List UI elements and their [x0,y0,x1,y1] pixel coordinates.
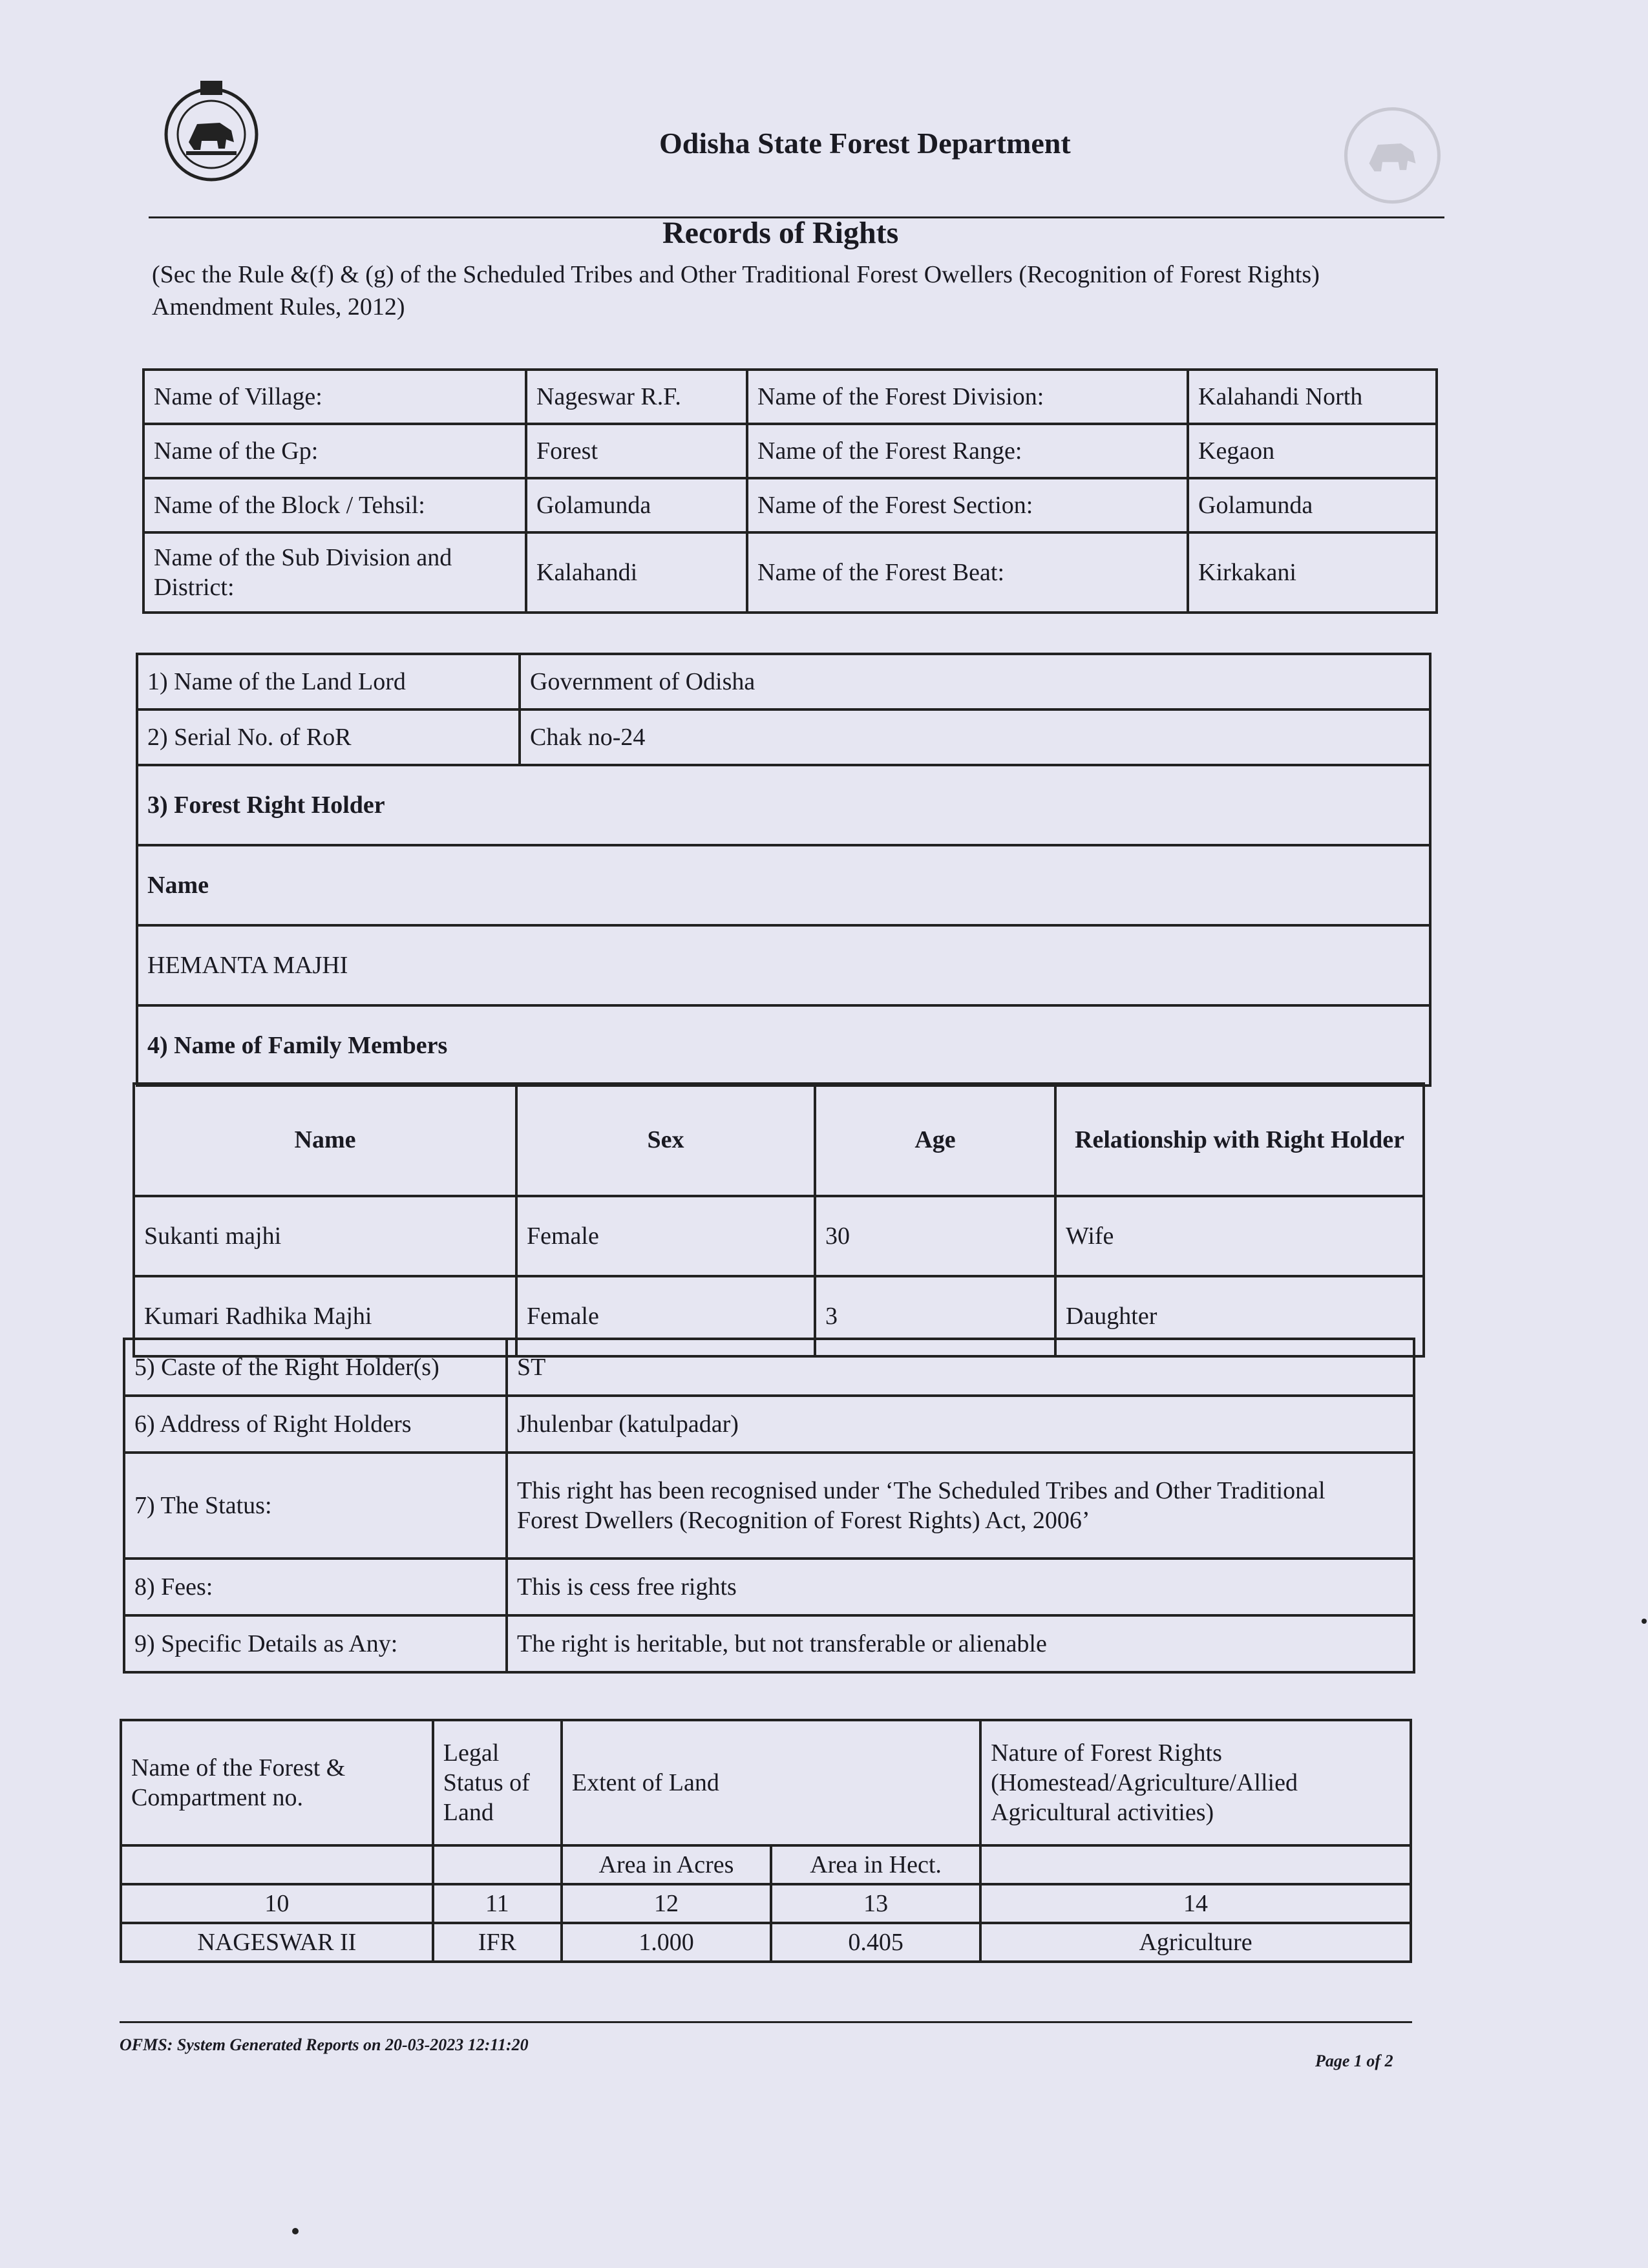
table-row [143,532,1437,613]
land-lord-value: Government of Odisha [520,654,1430,709]
member-relation: Wife [1055,1196,1424,1276]
specific-label: 9) Specific Details as Any: [124,1615,507,1672]
blank-cell [980,1845,1411,1884]
village-value: Nageswar R.F. [526,370,747,424]
member-name: Kumari Radhika Majhi [134,1276,516,1356]
status-label: 7) The Status: [124,1453,507,1559]
fees-value: This is cess free rights [507,1559,1414,1615]
fees-label: 8) Fees: [124,1559,507,1615]
table-row [124,1396,1414,1453]
serial-value: Chak no-24 [520,709,1430,765]
forest-beat-label: Name of the Forest Beat: [747,532,1188,613]
column-number-row [121,1884,1411,1923]
caste-label: 5) Caste of the Right Holder(s) [124,1339,507,1396]
acres-value: 1.000 [562,1923,771,1962]
nature-value: Agriculture [980,1923,1411,1962]
serial-label: 2) Serial No. of RoR [137,709,520,765]
col-name-header: Name [134,1084,516,1196]
blank-cell [433,1845,562,1884]
status-line-1: This right has been recognised under ‘The Scheduled Tribes and Other Traditional [517,1477,1326,1504]
name-heading: Name [137,845,1430,925]
status-value [507,1453,1414,1559]
table-row [137,654,1430,709]
table-row [137,709,1430,765]
odisha-emblem-icon [162,78,262,191]
member-relation: Daughter [1055,1276,1424,1356]
forest-division-label: Name of the Forest Division: [747,370,1188,424]
address-value: Jhulenbar (katulpadar) [507,1396,1414,1453]
rule-reference: (Sec the Rule &(f) & (g) of the Scheduled Tribes and Other Traditional Forest Owellers (Recognition of Forest Rights) Amendment Rules, 2012) [152,261,1320,320]
subdivision-value: Kalahandi [526,532,747,613]
forest-compartment-header: Name of the Forest & Compartment no. [121,1720,433,1845]
table-row [137,925,1430,1005]
subdivision-label: Name of the Sub Division and District: [143,532,526,613]
legal-status-header: Legal Status of Land [433,1720,562,1845]
nature-header: Nature of Forest Rights (Homestead/Agriculture/Allied Agricultural activities) [980,1720,1411,1845]
table-row [137,845,1430,925]
generated-timestamp: OFMS: System Generated Reports on 20-03-2023 12:11:20 [120,2035,529,2054]
department-title: Odisha State Forest Department [659,127,1071,160]
block-label: Name of the Block / Tehsil: [143,478,526,532]
table-header-row [121,1720,1411,1845]
gp-label: Name of the Gp: [143,424,526,478]
col-sex-header: Sex [516,1084,815,1196]
member-sex: Female [516,1196,815,1276]
table-row [143,478,1437,532]
village-label: Name of Village: [143,370,526,424]
gp-value: Forest [526,424,747,478]
scan-speck [1642,1619,1647,1624]
footer-divider [120,2021,1412,2023]
holder-details-table [136,653,1431,1087]
holder-name: HEMANTA MAJHI [137,925,1430,1005]
col-number: 14 [980,1884,1411,1923]
table-row [137,765,1430,845]
table-row [143,370,1437,424]
member-age: 30 [815,1196,1055,1276]
land-lord-label: 1) Name of the Land Lord [137,654,520,709]
scan-speck [292,2228,299,2234]
faded-emblem-icon [1341,97,1444,213]
table-row [124,1615,1414,1672]
col-number: 13 [771,1884,980,1923]
document-title: Records of Rights [662,216,899,250]
rights-info-table [123,1338,1415,1674]
extent-header: Extent of Land [562,1720,980,1845]
acres-header: Area in Acres [562,1845,771,1884]
table-row [124,1559,1414,1615]
col-number: 12 [562,1884,771,1923]
hect-value: 0.405 [771,1923,980,1962]
table-row [121,1923,1411,1962]
family-heading: 4) Name of Family Members [137,1005,1430,1086]
specific-value: The right is heritable, but not transferable or alienable [507,1615,1414,1672]
address-label: 6) Address of Right Holders [124,1396,507,1453]
member-name: Sukanti majhi [134,1196,516,1276]
status-line-2: Forest Dwellers (Recognition of Forest Rights) Act, 2006’ [517,1507,1090,1534]
table-row [137,1005,1430,1086]
forest-section-label: Name of the Forest Section: [747,478,1188,532]
blank-cell [121,1845,433,1884]
table-row [124,1453,1414,1559]
col-number: 11 [433,1884,562,1923]
family-members-table [132,1082,1425,1358]
forest-range-label: Name of the Forest Range: [747,424,1188,478]
caste-value: ST [507,1339,1414,1396]
table-row [143,424,1437,478]
forest-range-value: Kegaon [1188,424,1437,478]
forest-division-value: Kalahandi North [1188,370,1437,424]
holder-heading: 3) Forest Right Holder [137,765,1430,845]
land-extent-table [120,1719,1412,1963]
table-header-row [134,1084,1424,1196]
col-age-header: Age [815,1084,1055,1196]
block-value: Golamunda [526,478,747,532]
legal-status-value: IFR [433,1923,562,1962]
table-row [134,1196,1424,1276]
forest-name-value: NAGESWAR II [121,1923,433,1962]
forest-section-value: Golamunda [1188,478,1437,532]
col-number: 10 [121,1884,433,1923]
col-relationship-header: Relationship with Right Holder [1055,1084,1424,1196]
member-age: 3 [815,1276,1055,1356]
page-number: Page 1 of 2 [1315,2052,1393,2070]
table-row [124,1339,1414,1396]
table-subheader-row [121,1845,1411,1884]
hect-header: Area in Hect. [771,1845,980,1884]
forest-beat-value: Kirkakani [1188,532,1437,613]
member-sex: Female [516,1276,815,1356]
location-table [142,368,1438,614]
